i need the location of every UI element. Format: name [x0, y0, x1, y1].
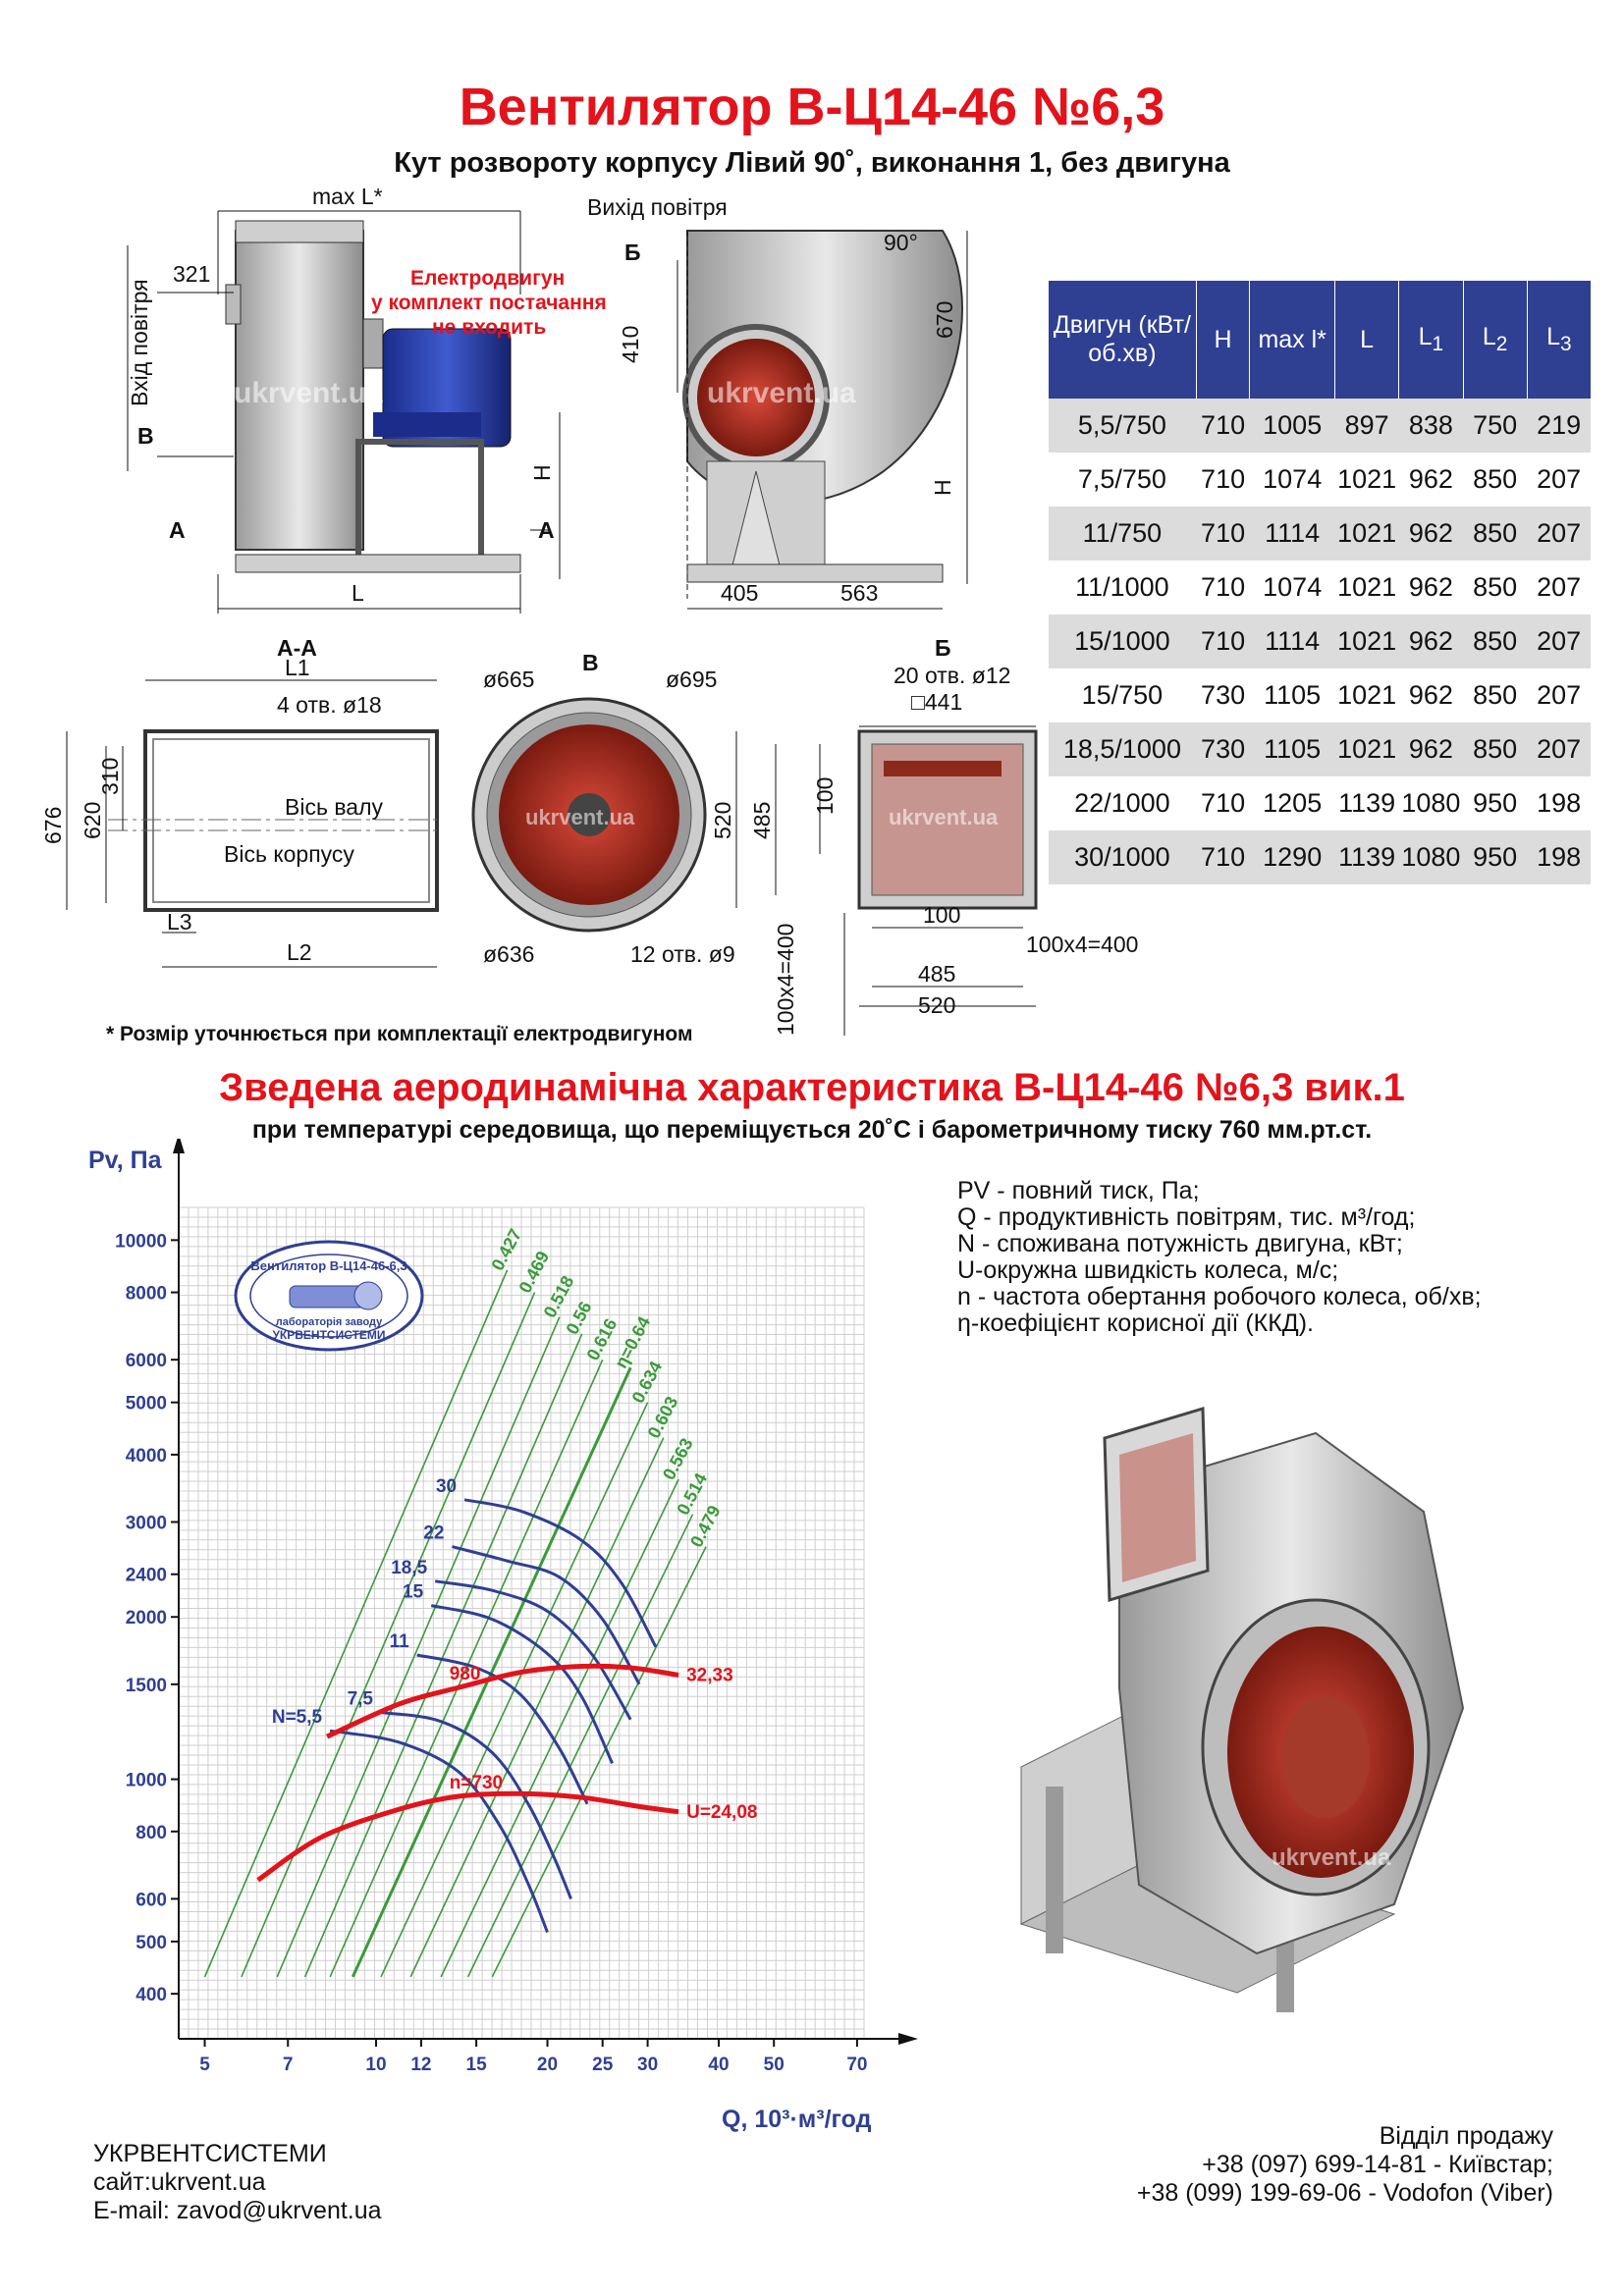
y-axis-title: Pv, Па: [88, 1147, 162, 1174]
company-name: УКРВЕНТСИСТЕМИ: [93, 2140, 327, 2167]
table-cell: 1290: [1250, 830, 1335, 884]
company-site[interactable]: сайт:ukrvent.ua: [93, 2168, 266, 2196]
h-label-side: H: [529, 464, 555, 481]
table-cell: 5,5/750: [1049, 399, 1197, 453]
y-tick-label: 5000: [125, 1393, 167, 1415]
d695: ø695: [666, 667, 718, 692]
dim-563: 563: [840, 580, 879, 606]
table-header-row: [1049, 281, 1592, 399]
table-cell: 962: [1399, 722, 1463, 776]
table-cell: 207: [1527, 722, 1591, 776]
view-v-title: В: [582, 650, 599, 675]
legend-item: n - частота обертання робочого колеса, об/хв;: [957, 1283, 1482, 1310]
speed-curve-label: 980: [449, 1664, 481, 1684]
y-tick-label: 8000: [125, 1283, 167, 1305]
table-cell: 1021: [1335, 668, 1399, 722]
table-cell: 950: [1463, 830, 1527, 884]
front-view: [587, 194, 967, 609]
table-cell: 15/1000: [1049, 614, 1197, 668]
table-cell: 710: [1196, 561, 1250, 614]
efficiency-label: 0.479: [685, 1502, 725, 1551]
y-tick-label: 400: [135, 1985, 167, 2006]
footnote: * Розмір уточнюється при комплектації електродвигуном: [106, 1023, 693, 1045]
table-cell: 1080: [1399, 776, 1463, 830]
y-tick-label: 10000: [115, 1231, 167, 1253]
table-row: [1049, 507, 1592, 561]
section-a-left: А: [169, 517, 186, 543]
efficiency-label: 0.56: [562, 1298, 596, 1338]
l3-label: L3: [167, 909, 192, 934]
table-row: [1049, 399, 1592, 453]
watermark: ukrvent.ua: [707, 377, 856, 409]
table-cell: 710: [1196, 507, 1250, 561]
side-view: [127, 184, 607, 614]
efficiency-label: 0.616: [582, 1314, 622, 1364]
dim-520-h: 520: [918, 992, 956, 1018]
table-header: max l*: [1250, 281, 1335, 399]
table-header: $L_2$: [1463, 281, 1527, 399]
fan-illustration: [1021, 1409, 1463, 2012]
l-label: L: [352, 580, 364, 606]
table-header: $L_3$: [1527, 281, 1591, 399]
section-aa-title: А-А: [277, 635, 317, 661]
dim-676: 676: [40, 806, 66, 844]
table-cell: 710: [1196, 453, 1250, 507]
dim-100x4-v: 100х4=400: [773, 923, 798, 1036]
y-tick-label: 1500: [125, 1675, 167, 1696]
shaft-axis-label: Вісь валу: [285, 794, 383, 820]
table-cell: 198: [1527, 776, 1591, 830]
d665: ø665: [483, 667, 535, 692]
x-tick-label: 10: [365, 2055, 387, 2075]
sales-phone-2[interactable]: +38 (099) 199-69-06 - Vodofon (Viber): [1136, 2179, 1553, 2207]
table-cell: 1114: [1250, 614, 1335, 668]
table-cell: 962: [1399, 668, 1463, 722]
table-row: [1049, 776, 1592, 830]
dim-321: 321: [173, 261, 211, 287]
table-header: H: [1196, 281, 1250, 399]
table-cell: 1105: [1250, 722, 1335, 776]
table-cell: 962: [1399, 561, 1463, 614]
speed-curve-u-label: U=24,08: [686, 1801, 758, 1823]
stamp-bottom-1: лабораторія заводу: [275, 1316, 383, 1328]
dim-100-v: 100: [812, 776, 838, 815]
dim-670: 670: [932, 300, 957, 339]
table-cell: 11/750: [1049, 507, 1197, 561]
view-v-holes: 12 отв. ø9: [630, 941, 735, 967]
x-tick-label: 5: [199, 2055, 210, 2075]
table-cell: 1205: [1250, 776, 1335, 830]
table-cell: 30/1000: [1049, 830, 1197, 884]
footer-company: [93, 2140, 382, 2225]
table-cell: 1074: [1250, 561, 1335, 614]
table-cell: 207: [1527, 561, 1591, 614]
table-cell: 730: [1196, 722, 1250, 776]
power-curve-label: 22: [423, 1522, 445, 1544]
table-cell: 730: [1196, 668, 1250, 722]
sq441: □441: [911, 689, 963, 715]
x-tick-label: 15: [465, 2055, 487, 2075]
table-cell: 1074: [1250, 453, 1335, 507]
table-cell: 838: [1399, 399, 1463, 453]
legend-item: N - споживана потужність двигуна, кВт;: [957, 1230, 1403, 1257]
table-cell: 207: [1527, 668, 1591, 722]
y-tick-label: 4000: [125, 1445, 167, 1467]
motor-note-3: не входить: [432, 316, 547, 339]
table-cell: 15/750: [1049, 668, 1197, 722]
table-cell: 1080: [1399, 830, 1463, 884]
dimensions-table: [1048, 281, 1591, 884]
dim-620: 620: [80, 801, 105, 839]
y-tick-label: 3000: [125, 1513, 167, 1534]
efficiency-label: 0.469: [514, 1248, 554, 1297]
sales-phone-1[interactable]: +38 (097) 699-14-81 - Київстар;: [1202, 2151, 1553, 2178]
efficiency-label: 0.563: [658, 1434, 697, 1483]
legend-item: η-коефіцієнт корисної дії (ККД).: [957, 1309, 1314, 1337]
dim-485-v: 485: [749, 801, 775, 839]
d636: ø636: [483, 941, 535, 967]
aa-holes: 4 отв. ø18: [277, 692, 382, 718]
y-axis-arrow: [173, 1139, 185, 1153]
footer-sales: [1137, 2122, 1553, 2208]
x-tick-label: 25: [592, 2055, 614, 2075]
table-cell: 950: [1463, 776, 1527, 830]
power-curve-label: 11: [389, 1631, 409, 1652]
dim-310: 310: [97, 757, 123, 795]
angle-label: 90°: [884, 230, 918, 255]
table-cell: 1139: [1335, 776, 1399, 830]
legend-item: U-окружна швидкість колеса, м/с;: [957, 1256, 1339, 1284]
power-curve-label: N=5,5: [271, 1707, 323, 1729]
watermark: ukrvent.ua: [234, 377, 383, 409]
lab-stamp: [236, 1242, 422, 1350]
dim-100-h: 100: [923, 902, 961, 928]
x-tick-label: 50: [763, 2055, 785, 2075]
table-cell: 850: [1463, 668, 1527, 722]
table-row: [1049, 453, 1592, 507]
x-axis-title: Q, 10³·м³/год: [722, 2106, 872, 2133]
table-row: [1049, 561, 1592, 614]
table-cell: 962: [1399, 507, 1463, 561]
section-aa: [40, 635, 437, 967]
table-cell: 962: [1399, 614, 1463, 668]
table-header: Двигун (кВт/об.хв): [1049, 281, 1197, 399]
table-cell: 1021: [1335, 507, 1399, 561]
air-inlet-label: Вхід повітря: [127, 279, 152, 406]
air-outlet-label: Вихід повітря: [587, 194, 728, 220]
table-cell: 1114: [1250, 507, 1335, 561]
y-tick-label: 2400: [125, 1565, 167, 1586]
stamp-bottom-2: УКРВЕНТСИСТЕМИ: [272, 1328, 386, 1342]
sales-title: Відділ продажу: [1379, 2122, 1553, 2150]
table-cell: 207: [1527, 507, 1591, 561]
table-cell: 897: [1335, 399, 1399, 453]
table-row: [1049, 830, 1592, 884]
table-cell: 850: [1463, 453, 1527, 507]
stamp-top: Вентилятор В-Ц14-46-6,3: [250, 1258, 407, 1273]
table-cell: 219: [1527, 399, 1591, 453]
aero-subtitle: при температурі середовища, що переміщується 20˚С і барометричному тиску 760 мм.рт.ст.: [251, 1116, 1373, 1144]
efficiency-label: η=0.64: [611, 1312, 655, 1372]
table-cell: 850: [1463, 561, 1527, 614]
efficiency-label: 0.603: [643, 1393, 682, 1442]
efficiency-label: 0.634: [627, 1358, 667, 1407]
table-cell: 1021: [1335, 614, 1399, 668]
table-cell: 11/1000: [1049, 561, 1197, 614]
section-a-right: А: [538, 517, 555, 543]
x-tick-label: 30: [637, 2055, 659, 2075]
body-axis-label: Вісь корпусу: [224, 841, 354, 867]
table-cell: 710: [1196, 830, 1250, 884]
view-v: [473, 650, 735, 967]
speed-curve-u-label: 32,33: [686, 1665, 733, 1686]
motor-note-2: у комплект постачання: [371, 292, 607, 314]
table-cell: 207: [1527, 614, 1591, 668]
table-cell: 1005: [1250, 399, 1335, 453]
watermark: ukrvent.ua: [1272, 1844, 1391, 1871]
watermark: ukrvent.ua: [525, 805, 635, 829]
table-cell: 1021: [1335, 722, 1399, 776]
page-subtitle: Кут розвороту корпусу Лівий 90˚, виконання 1, без двигуна: [394, 147, 1230, 179]
table-cell: 710: [1196, 614, 1250, 668]
y-tick-label: 1000: [125, 1770, 167, 1791]
motor-note-1: Електродвигун: [410, 267, 566, 290]
power-curve-label: 7,5: [347, 1688, 373, 1710]
y-tick-label: 2000: [125, 1608, 167, 1629]
table-cell: 1105: [1250, 668, 1335, 722]
table-row: [1049, 722, 1592, 776]
efficiency-label: 0.518: [539, 1272, 578, 1321]
view-b2-marker: Б: [624, 240, 641, 265]
power-curve-label: 18,5: [391, 1557, 428, 1578]
dim-410: 410: [618, 325, 643, 363]
aero-title: Зведена аеродинамічна характеристика В-Ц14-46 №6,3 вик.1: [219, 1066, 1405, 1109]
table-row: [1049, 614, 1592, 668]
x-tick-label: 20: [536, 2055, 559, 2075]
x-tick-label: 12: [410, 2055, 432, 2075]
table-cell: 18,5/1000: [1049, 722, 1197, 776]
company-email[interactable]: E-mail: zavod@ukrvent.ua: [93, 2197, 382, 2224]
speed-curve-label: n=730: [449, 1772, 504, 1793]
dim-520-v: 520: [710, 801, 735, 839]
legend-item: PV - повний тиск, Па;: [957, 1177, 1200, 1204]
table-cell: 1139: [1335, 830, 1399, 884]
view-b-holes: 20 отв. ø12: [893, 663, 1011, 688]
l2-label: L2: [287, 939, 312, 965]
x-tick-label: 7: [282, 2055, 294, 2075]
dim-405: 405: [721, 580, 759, 606]
x-tick-label: 40: [708, 2055, 730, 2075]
table-cell: 207: [1527, 453, 1591, 507]
x-axis-arrow: [898, 2033, 918, 2045]
y-tick-label: 6000: [125, 1351, 167, 1372]
dim-100x4-h: 100х4=400: [1026, 932, 1139, 957]
table-cell: 850: [1463, 507, 1527, 561]
x-tick-label: 70: [846, 2055, 868, 2075]
max-l-label: max L*: [312, 184, 383, 209]
watermark: ukrvent.ua: [889, 805, 999, 829]
y-tick-label: 500: [135, 1932, 167, 1953]
efficiency-label: 0.514: [673, 1469, 712, 1519]
table-cell: 1021: [1335, 453, 1399, 507]
efficiency-label: 0.427: [487, 1225, 526, 1274]
h-label-front: H: [930, 479, 955, 496]
y-tick-label: 800: [135, 1822, 167, 1843]
chart-legend: [957, 1178, 1482, 1337]
table-cell: 7,5/750: [1049, 453, 1197, 507]
view-b-title: Б: [935, 635, 951, 661]
table-header: L: [1335, 281, 1399, 399]
table-cell: 850: [1463, 614, 1527, 668]
table-cell: 750: [1463, 399, 1527, 453]
table-header: $L_1$: [1399, 281, 1463, 399]
power-curve-label: 30: [435, 1475, 458, 1497]
l1-label: L1: [285, 655, 310, 680]
page-title: Вентилятор В-Ц14-46 №6,3: [459, 78, 1165, 136]
table-cell: 1021: [1335, 561, 1399, 614]
table-cell: 22/1000: [1049, 776, 1197, 830]
legend-item: Q - продуктивність повітрям, тис. м³/год;: [957, 1203, 1416, 1231]
table-row: [1049, 668, 1592, 722]
table-cell: 710: [1196, 776, 1250, 830]
power-curve-label: 15: [403, 1581, 424, 1603]
table-cell: 710: [1196, 399, 1250, 453]
table-cell: 962: [1399, 453, 1463, 507]
table-cell: 198: [1527, 830, 1591, 884]
dim-485-h: 485: [918, 961, 956, 987]
view-b-marker: В: [137, 423, 154, 449]
y-tick-label: 600: [135, 1890, 167, 1911]
table-cell: 850: [1463, 722, 1527, 776]
